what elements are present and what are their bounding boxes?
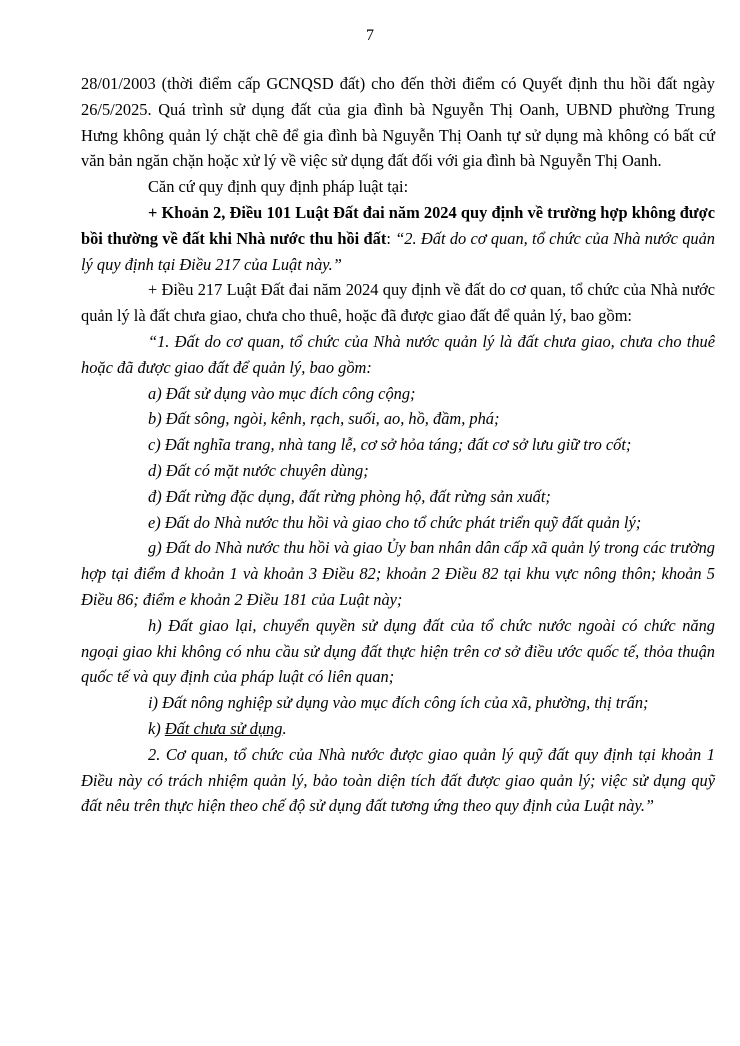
page-number: 7 [366,27,374,44]
clause-101-title: + Khoản 2, Điều 101 Luật Đất đai năm 2024 quy định về trường hợp không được bồi thường về đất khi Nhà nước thu hồi đất [81,202,715,248]
list-item: e) Đất do Nhà nước thu hồi và giao cho tổ chức phát triển quỹ đất quản lý; [148,512,642,532]
list-item-k [81,716,715,742]
intro-paragraph: 28/01/2003 (thời điểm cấp GCNQSD đất) cho đến thời điểm có Quyết định thu hồi đất ngày 26/5/2025. Quá trình sử dụng đất của gia đình bà Nguyễn Thị Oanh, UBND phường Trung Hưng không quản lý chặt chẽ để gia đình bà Nguyễn Thị Oanh tự sử dụng mà không có bất cứ văn bản ngăn chặn hoặc xử lý về việc sử dụng đất đối với gia đình bà Nguyễn Thị Oanh. [81,74,715,171]
list-item-k-end: . [282,718,287,738]
legal-basis-paragraph: Căn cứ quy định quy định pháp luật tại: [148,177,409,197]
list-item: g) Đất do Nhà nước thu hồi và giao Ủy ban nhân dân cấp xã quản lý trong các trường hợp tại điểm đ khoản 1 và khoản 3 Điều 82; khoản 2 Điều 82 tại khu vực nông thôn; khoản 5 Điều 86; điểm e khoản 2 Điều 181 của Luật này; [81,538,715,609]
list-item: b) Đất sông, ngòi, kênh, rạch, suối, ao, hồ, đầm, phá; [148,409,500,429]
quote-paragraph-2: 2. Cơ quan, tổ chức của Nhà nước được giao quản lý quỹ đất quy định tại khoản 1 Điều này có trách nhiệm quản lý, bảo toàn diện tích đất được giao quản lý; việc sử dụng quỹ đất nêu trên thực hiện theo chế độ sử dụng đất tương ứng theo quy định của Luật này.” [81,744,715,816]
list-item: a) Đất sử dụng vào mục đích công cộng; [148,383,416,403]
list-item: d) Đất có mặt nước chuyên dùng; [148,460,369,480]
clause-101-separator: : [386,228,396,248]
clause-101-quote: “2. Đất do cơ quan, tổ chức của Nhà nước quản lý quy định tại Điều 217 của Luật này.” [81,228,715,274]
quote-opening: “1. Đất do cơ quan, tổ chức của Nhà nước quản lý là đất chưa giao, chưa cho thuê hoặc đã được giao đất để quản lý, bao gồm: [81,331,715,377]
list-item: i) Đất nông nghiệp sử dụng vào mục đích công ích của xã, phường, thị trấn; [148,693,649,713]
list-item: c) Đất nghĩa trang, nhà tang lễ, cơ sở hỏa táng; đất cơ sở lưu giữ tro cốt; [148,435,632,455]
document-body [81,71,715,819]
list-item: đ) Đất rừng đặc dụng, đất rừng phòng hộ, đất rừng sản xuất; [148,486,551,506]
clause-101-paragraph [81,200,715,277]
list-item-k-underlined: Đất chưa sử dụng [164,718,283,738]
list-item: h) Đất giao lại, chuyển quyền sử dụng đất của tổ chức nước ngoài có chức năng ngoại giao khi không có nhu cầu sử dụng đất thực hiện trên cơ sở điều ước quốc tế, thỏa thuận quốc tế và quy định của pháp luật có liên quan; [81,615,715,687]
clause-217-paragraph: + Điều 217 Luật Đất đai năm 2024 quy định về đất do cơ quan, tổ chức của Nhà nước quản lý là đất chưa giao, chưa cho thuê, hoặc đã được giao đất để quản lý, bao gồm: [81,280,715,326]
list-item-k-label: k) [148,718,165,738]
